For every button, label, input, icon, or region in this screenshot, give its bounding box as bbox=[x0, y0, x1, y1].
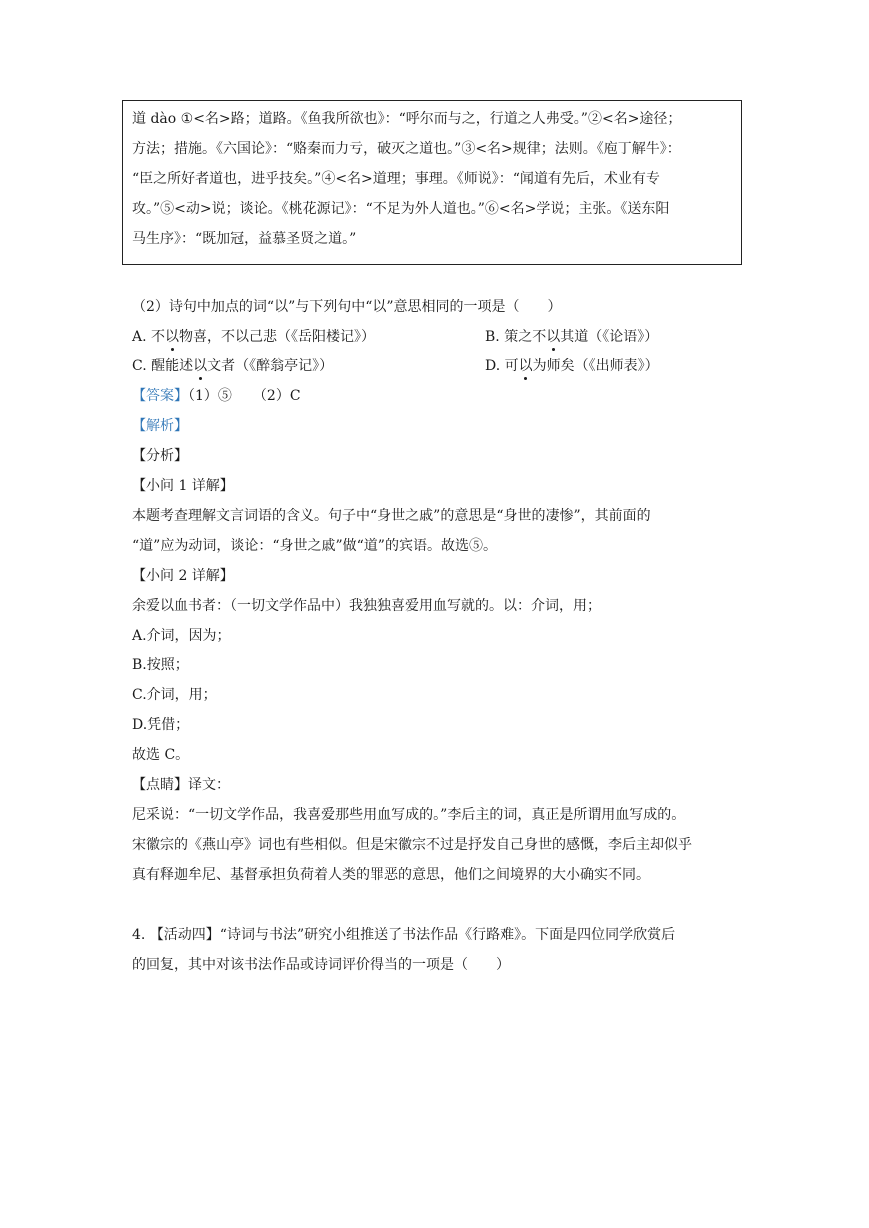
dotted-char: 以 bbox=[165, 329, 180, 345]
answer-text: （1）⑤ （2）C bbox=[188, 388, 301, 404]
q1-text: 本题考查理解文言词语的含义。句子中“身世之戚”的意思是“身世的凄惨”，其前面的 bbox=[132, 508, 651, 524]
question-4-text: 的回复，其中对该书法作品或诗词评价得当的一项是（ ） bbox=[132, 957, 510, 973]
q2-text: D.凭借； bbox=[132, 717, 190, 733]
translation-text: 宋徽宗的《燕山亭》词也有些相似。但是宋徽宗不过是抒发自己身世的感慨，李后主却似乎 bbox=[132, 837, 692, 853]
question-4-text: 4. 【活动四】“诗词与书法”研究小组推送了书法作品《行路难》。下面是四位同学欣赏后 bbox=[132, 927, 676, 943]
definition-box bbox=[122, 100, 742, 265]
option-b: B. 策之不以其道（《论语》） bbox=[485, 329, 659, 345]
definition-line: 攻。”⑤<动>说；谈论。《桃花源记》：“不足为外人道也。”⑥<名>学说；主张。《送东阳 bbox=[132, 201, 670, 217]
q2-text: B.按照； bbox=[132, 657, 189, 673]
question-2-stem: （2）诗句中加点的词“以”与下列句中“以”意思相同的一项是（ ） bbox=[132, 299, 562, 315]
q2-text: C.介词，用； bbox=[132, 687, 217, 703]
translation-text: 真有释迦牟尼、基督承担负荷着人类的罪恶的意思，他们之间境界的大小确实不同。 bbox=[132, 867, 650, 883]
answer-label: 【答案】 bbox=[132, 388, 188, 404]
dotted-char: 以 bbox=[546, 329, 561, 345]
answer-line bbox=[132, 386, 301, 406]
definition-line: 马生序》：“既加冠，益慕圣贤之道。” bbox=[132, 231, 357, 247]
option-c: C. 醒能述以文者（《醉翁亭记》） bbox=[132, 358, 334, 374]
dianjing-title: 【点睛】 bbox=[132, 777, 188, 793]
q2-text: 故选 C。 bbox=[132, 747, 190, 763]
q2-text: 余爱以血书者：（一切文学作品中）我独独喜爱用血写就的。以：介词，用； bbox=[132, 598, 601, 614]
definition-line: “臣之所好者道也，进乎技矣。”④<名>道理；事理。《师说》：“闻道有先后，术业有专 bbox=[132, 171, 660, 187]
option-a: A. 不以物喜，不以己悲（《岳阳楼记》） bbox=[132, 329, 376, 345]
definition-line: 道 dào ①<名>路；道路。《鱼我所欲也》：“呼尔而与之，行道之人弗受。”②<名>途径； bbox=[132, 111, 682, 127]
option-d: D. 可以为师矣（《出师表》） bbox=[485, 358, 659, 374]
fenxi-title: 【分析】 bbox=[132, 448, 188, 464]
dianjing-line: 【点睛】译文： bbox=[132, 777, 230, 793]
q2-text: A.介词，因为； bbox=[132, 628, 231, 644]
q1-title: 【小问 1 详解】 bbox=[132, 478, 234, 494]
q2-title: 【小问 2 详解】 bbox=[132, 568, 234, 584]
dotted-char: 以 bbox=[193, 358, 208, 374]
definition-line: 方法；措施。《六国论》：“赂秦而力亏，破灭之道也。”③<名>规律；法则。《庖丁解牛》： bbox=[132, 141, 681, 157]
translation-text: 尼采说：“一切文学作品，我喜爱那些用血写成的。”李后主的词，真正是所谓用血写成的。 bbox=[132, 807, 686, 823]
analysis-label: 【解析】 bbox=[132, 418, 188, 434]
q1-text: “道”应为动词，谈论：“身世之戚”做“道”的宾语。故选⑤。 bbox=[132, 538, 497, 554]
dotted-char: 以 bbox=[518, 358, 533, 374]
